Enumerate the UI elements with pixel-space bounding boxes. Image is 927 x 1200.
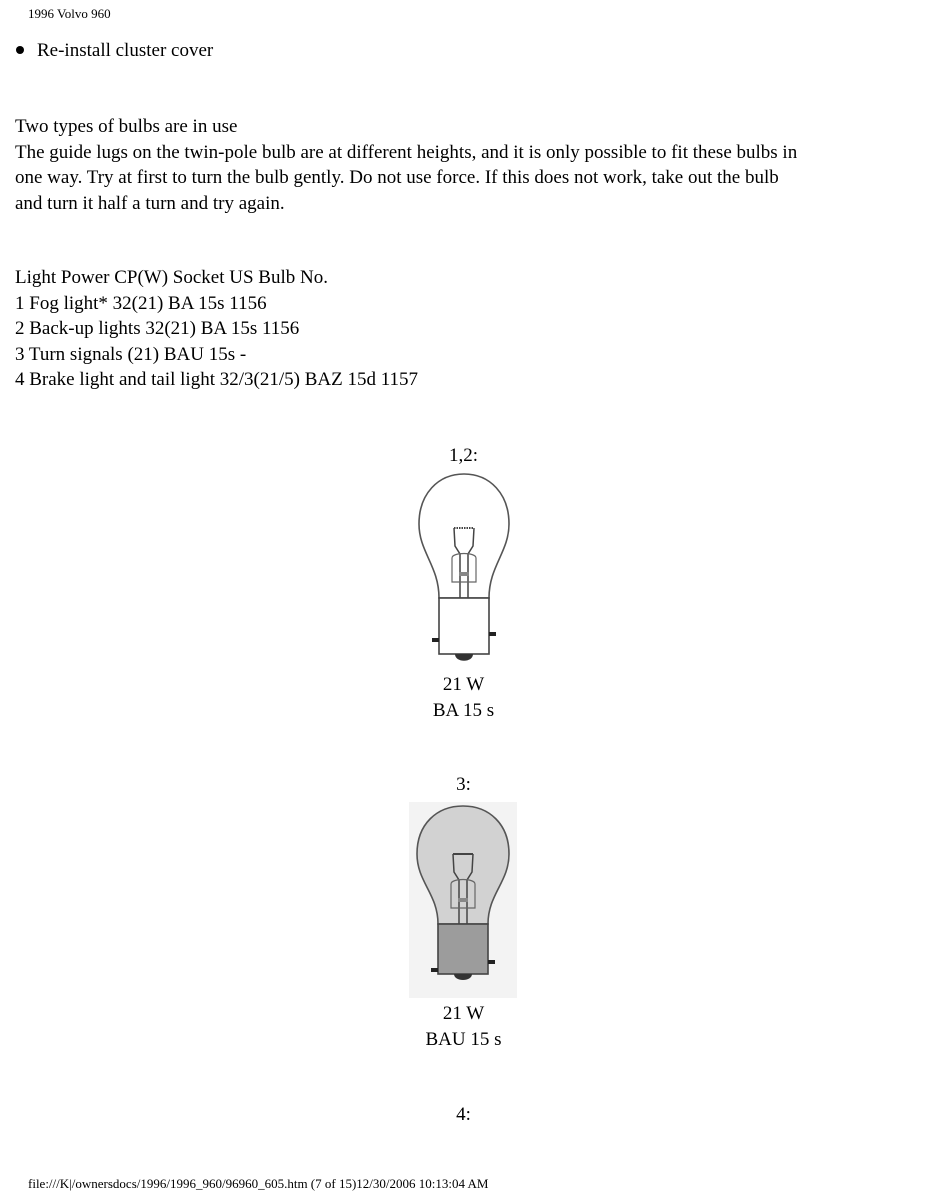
figure-socket: BAU 15 s xyxy=(425,1029,502,1050)
bulb-table xyxy=(15,265,418,393)
amber-bulb-icon xyxy=(409,802,517,998)
intro-line: and turn it half a turn and try again. xyxy=(15,192,285,214)
intro-heading: Two types of bulbs are in use xyxy=(15,116,238,137)
bulb-table-row: 2 Back-up lights 32(21) BA 15s 1156 xyxy=(15,318,300,339)
document-footer: file:///K|/ownersdocs/1996/1996_960/96960_605.htm (7 of 15)12/30/2006 10:13:04 AM xyxy=(28,1176,489,1191)
figure-watt: 21 W xyxy=(442,674,485,695)
figure-socket: BA 15 s xyxy=(432,700,495,721)
figure-label: 4: xyxy=(456,1104,471,1125)
bulb-table-row: 4 Brake light and tail light 32/3(21/5) BAZ 15d 1157 xyxy=(15,369,418,390)
intro-line: one way. Try at first to turn the bulb gently. Do not use force. If this does not work, take out the bulb xyxy=(15,167,779,188)
clear-bulb-icon xyxy=(412,470,516,670)
bullet-item xyxy=(16,40,213,62)
intro-line: The guide lugs on the twin-pole bulb are at different heights, and it is only possible to fit these bulbs in xyxy=(15,141,798,163)
bulb-table-header: Light Power CP(W) Socket US Bulb No. xyxy=(15,267,328,288)
intro-paragraph xyxy=(15,114,915,216)
bulb-table-row: 1 Fog light* 32(21) BA 15s 1156 xyxy=(15,292,267,314)
figure-label: 3: xyxy=(456,774,471,795)
bullet-icon xyxy=(16,46,24,54)
figure-label: 1,2: xyxy=(448,445,479,466)
bullet-text: Re-install cluster cover xyxy=(37,40,214,61)
bulb-table-row: 3 Turn signals (21) BAU 15s - xyxy=(15,343,247,365)
document-header: 1996 Volvo 960 xyxy=(28,6,111,21)
figure-watt: 21 W xyxy=(442,1003,485,1024)
